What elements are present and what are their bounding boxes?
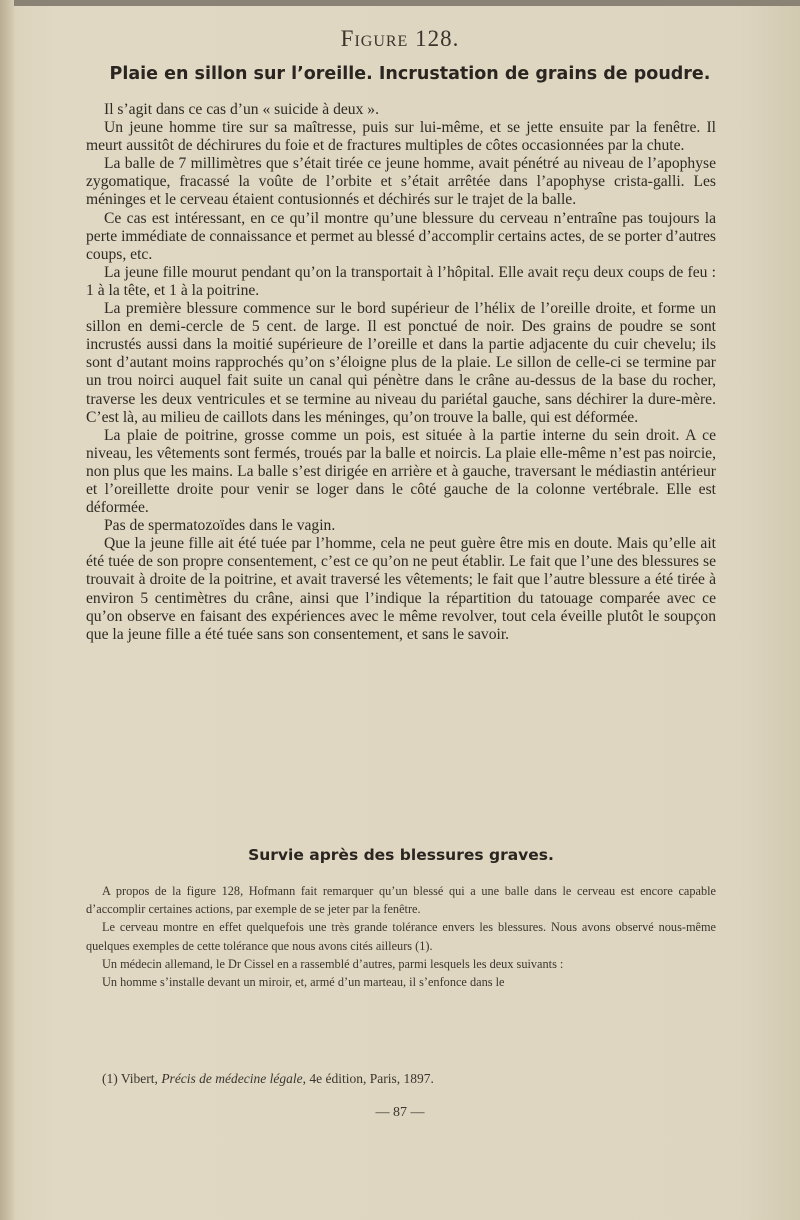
top-edge — [0, 0, 800, 6]
body-text — [86, 101, 716, 644]
small-body-text — [86, 882, 716, 991]
figure-title: Figure 128. — [340, 26, 460, 51]
page-binding-edge — [0, 0, 14, 1220]
small-paragraph: Un médecin allemand, le Dr Cissel en a rassemblé d’autres, parmi lesquels les deux suivants : — [102, 956, 564, 971]
small-paragraph: A propos de la figure 128, Hofmann fait remarquer qu’un blessé qui a une balle dans le cerveau est encore capable d’accomplir certaines actions, par exemple de se jeter par la fenêtre. — [86, 884, 716, 917]
footnote-title: Précis de médecine légale — [161, 1071, 303, 1086]
paragraph: Il s’agit dans ce cas d’un « suicide à deux ». — [104, 101, 379, 118]
footnote — [102, 1071, 702, 1087]
paragraph: La première blessure commence sur le bord supérieur de l’hélix de l’oreille droite, et forme un sillon en demi-cercle de 5 cent. de large. Il est ponctué de noir. Des grains de poudre se sont incrustés aussi dans la moitié supérieure de l’oreille et dans la partie adjacente du cuir chevelu; ils sont d’autant moins rapprochés qu’on s’éloigne plus de la plaie. Le sillon de celle-ci se termine par un trou noirci auquel fait suite un canal qui pénètre dans le crâne au-dessus de la base du rocher, traverse les deux ventricules et se termine au niveau du pariétal gauche, sans déchirer la dure-mère. C’est là, au milieu de caillots dans les méninges, qu’on trouve la balle, qui est déformée. — [86, 300, 716, 426]
paragraph: La balle de 7 millimètres que s’était tirée ce jeune homme, avait pénétré au niveau de l’apophyse zygomatique, fracassé la voûte de l’orbite et s’était arrêtée dans l’apophyse crista-galli. Les méninges et le cerveau étaient contusionnés et déchirés sur le trajet de la balle. — [86, 155, 716, 209]
footnote-marker: (1) Vibert, — [102, 1071, 162, 1086]
subsection-heading: Survie après des blessures graves. — [248, 846, 554, 864]
small-paragraph: Un homme s’installe devant un miroir, et, armé d’un marteau, il s’enfonce dans le — [102, 975, 505, 990]
paragraph: Que la jeune fille ait été tuée par l’homme, cela ne peut guère être mis en doute. Mais qu’elle ait été tuée de son propre consentement, c’est ce qu’on ne peut établir. Le fait que l’une des blessures se trouvait à droite de la poitrine, et avait traversé les vêtements; le fait que l’autre blessure a été tirée à environ 5 centimètres du crâne, ainsi que l’indique la répartition du tatouage comparée avec ce qu’on observe en faisant des expériences avec le même revolver, tout cela éveille plutôt le soupçon que la jeune fille a été tuée sans son consentement, et sans le savoir. — [86, 535, 716, 643]
small-paragraph: Le cerveau montre en effet quelquefois une très grande tolérance envers les blessures. Nous avons observé nous-même quelques exemples de cette tolérance que nous avons cités ailleurs (1). — [86, 920, 716, 953]
paragraph: La plaie de poitrine, grosse comme un pois, est située à la partie interne du sein droit. A ce niveau, les vêtements sont fermés, troués par la balle et noircis. La plaie elle-même n’est pas noircie, non plus que les mains. La balle s’est dirigée en arrière et à gauche, traversant le médiastin antérieur et l’oreillette droite pour venir se loger dans le côté gauche de la colonne vertébrale. Elle est déformée. — [86, 426, 716, 517]
section-heading: Plaie en sillon sur l’oreille. Incrustation de grains de poudre. — [109, 64, 711, 84]
page-number: — 87 — — [375, 1105, 425, 1120]
paragraph: Un jeune homme tire sur sa maîtresse, puis sur lui-même, et se jette ensuite par la fenêtre. Il meurt aussitôt de déchirures du foie et de fractures multiples de côtes occasionnées par la chute. — [86, 119, 716, 155]
paragraph: La jeune fille mourut pendant qu’on la transportait à l’hôpital. Elle avait reçu deux coups de feu : 1 à la tête, et 1 à la poitrine. — [86, 263, 716, 299]
footnote-rest: , 4e édition, Paris, 1897. — [302, 1071, 434, 1086]
paragraph: Pas de spermatozoïdes dans le vagin. — [104, 517, 336, 535]
paragraph: Ce cas est intéressant, en ce qu’il montre qu’une blessure du cerveau n’entraîne pas toujours la perte immédiate de connaissance et permet au blessé d’accomplir certains actes, de se porter d’autres coups, etc. — [86, 209, 716, 263]
